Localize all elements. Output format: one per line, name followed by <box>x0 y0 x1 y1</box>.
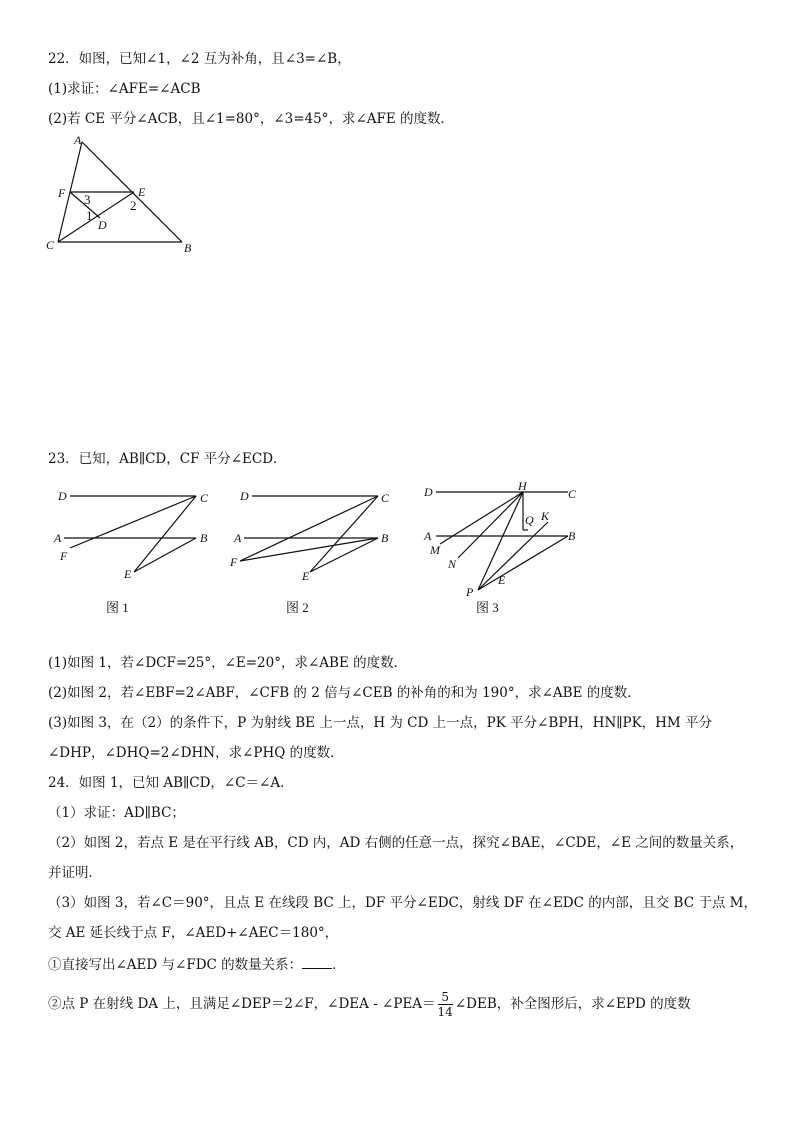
q23-f2-A: A <box>234 531 242 545</box>
q23-f3-caption: 图 3 <box>476 600 499 615</box>
q23-f3-B: B <box>568 529 576 543</box>
q23-f3-M: M <box>430 543 440 557</box>
q23-f3-P: P <box>466 585 474 599</box>
q22-label-E: E <box>138 185 146 199</box>
q23-f3-H: H <box>518 479 527 493</box>
q23-figure-2 <box>230 486 400 621</box>
q23-f2-F: F <box>230 555 238 569</box>
q23-f2-D: D <box>240 489 249 503</box>
q23-f3-C: C <box>568 487 577 501</box>
q23-part2: (2)如图 2，若∠EBF=2∠ABF，∠CFB 的 2 倍与∠CEB 的补角的和为 190°，求∠ABE 的度数． <box>48 685 641 701</box>
q22-angle-3: 3 <box>84 192 91 207</box>
q23-f3-Q: Q <box>525 513 534 527</box>
q24-sub1-text: ①直接写出∠AED 与∠FDC 的数量关系： <box>48 957 303 973</box>
q22-label-D: D <box>98 218 107 232</box>
q23-f2-B: B <box>381 531 389 545</box>
q22-part1: (1)求证：∠AFE=∠ACB <box>48 81 201 97</box>
q22-stem: 22．如图，已知∠1，∠2 互为补角，且∠3=∠B， <box>48 51 351 67</box>
q22-label-B: B <box>184 241 192 255</box>
q23-part3-b: ∠DHP，∠DHQ=2∠DHN，求∠PHQ 的度数． <box>48 745 344 761</box>
q24-part3-b: 交 AE 延长线于点 F，∠AED+∠AEC＝180°， <box>48 925 339 941</box>
fraction <box>438 990 453 1019</box>
q22-part2: (2)若 CE 平分∠ACB，且∠1=80°，∠3=45°，求∠AFE 的度数． <box>48 111 455 127</box>
q23-f3-E: E <box>498 573 506 587</box>
q23-f3-K: K <box>541 509 550 523</box>
q23-f2-C: C <box>381 491 390 505</box>
q24-part2-b: 并证明． <box>48 865 102 881</box>
q22-figure <box>40 132 210 257</box>
q23-f3-N: N <box>448 557 457 571</box>
q24-sub2-text-a: ②点 P 在射线 DA 上，且满足∠DEP＝2∠F，∠DEA - ∠PEA＝ <box>48 996 436 1012</box>
q23-f2-caption: 图 2 <box>286 600 309 615</box>
q24-part3-a: （3）如图 3，若∠C＝90°，且点 E 在线段 BC 上，DF 平分∠EDC，射线 DF 在∠EDC 的内部，且交 BC 于点 M， <box>48 895 757 911</box>
q24-stem: 24．如图 1，已知 AB∥CD，∠C＝∠A． <box>48 775 294 791</box>
q23-part1: (1)如图 1，若∠DCF=25°，∠E=20°，求∠ABE 的度数． <box>48 655 408 671</box>
q23-f1-F: F <box>60 549 68 563</box>
q24-sub1 <box>48 956 346 974</box>
q23-f2-E: E <box>302 569 310 583</box>
q24-part2-a: （2）如图 2，若点 E 是在平行线 AB，CD 内，AD 右侧的任意一点，探究∠BAE，∠CDE，∠E 之间的数量关系， <box>48 835 744 851</box>
q24-sub2-text-b: ∠DEB，补全图形后，求∠EPD 的度数 <box>454 996 691 1012</box>
q23-f3-D: D <box>424 485 433 499</box>
q23-figure-1 <box>52 486 222 621</box>
fraction-numerator: 5 <box>438 990 453 1005</box>
q23-f1-C: C <box>200 491 209 505</box>
q23-f1-E: E <box>124 567 132 581</box>
q23-f1-D: D <box>58 489 67 503</box>
q23-figure-3 <box>418 478 596 621</box>
fraction-denominator: 14 <box>437 1005 453 1019</box>
q24-sub1-end: ． <box>332 957 346 973</box>
q22-label-F: F <box>58 186 66 200</box>
q23-f1-B: B <box>200 531 208 545</box>
q23-stem: 23．已知，AB∥CD，CF 平分∠ECD． <box>48 451 287 467</box>
q22-label-C: C <box>46 238 55 252</box>
q23-f3-A: A <box>424 529 432 543</box>
q23-f1-A: A <box>54 531 62 545</box>
answer-blank <box>302 956 332 969</box>
q23-part3-a: (3)如图 3，在（2）的条件下，P 为射线 BE 上一点，H 为 CD 上一点，PK 平分∠BPH，HN∥PK，HM 平分 <box>48 715 713 731</box>
q22-angle-1: 1 <box>86 208 93 223</box>
q22-label-A: A <box>74 133 82 147</box>
q22-angle-2: 2 <box>130 198 137 213</box>
q24-part1: （1）求证：AD∥BC； <box>48 805 185 821</box>
q23-f1-caption: 图 1 <box>106 600 129 615</box>
q24-sub2 <box>48 988 691 1020</box>
